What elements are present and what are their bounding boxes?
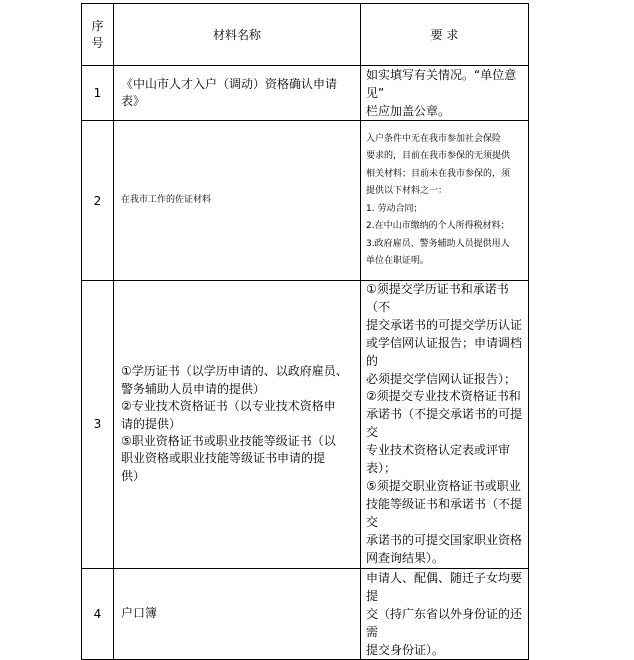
text-line: 承诺书的可提交国家职业资格: [366, 532, 523, 547]
materials-table: [81, 3, 529, 660]
text-line: 专业技术资格认定表或评审表）；: [366, 443, 511, 476]
header-requirement: 要 求: [361, 4, 529, 66]
text-line: 相关材料；目前未在我市参保的，须: [366, 168, 511, 179]
text-line: 表》: [121, 94, 146, 108]
material-name: [114, 281, 361, 569]
text-line: 3.政府雇员、警务辅助人员提供用人: [366, 238, 510, 249]
text-line: 申请人、配偶、随迁子女均要提: [366, 570, 523, 603]
text-line: 栏应加盖公章。: [366, 104, 451, 118]
text-line: 职业资格或职业技能等级证书申请的提: [121, 451, 326, 466]
text-line: ①学历证书（以学历申请的、以政府雇员、: [121, 364, 348, 379]
table-row: [82, 121, 529, 281]
text-line: 技能等级证书和承诺书（不提交: [366, 496, 523, 529]
text-line: 1. 劳动合同；: [366, 203, 423, 214]
table-row: [82, 281, 529, 569]
table-header-row: [82, 4, 529, 66]
header-no-line2: 号: [91, 35, 104, 50]
text-line: 承诺书（不提交承诺书的可提交: [366, 407, 523, 440]
text-line: 必须提交学信网认证报告）；: [366, 371, 517, 386]
text-line: ②须提交专业技术资格证书和: [366, 389, 521, 404]
text-line: ①须提交学历证书和承诺书（不: [366, 282, 509, 314]
text-line: 户口簿: [121, 606, 158, 620]
text-line: 要求的，目前在我市参保的无须提供: [366, 151, 511, 161]
text-line: 供）: [121, 468, 146, 483]
material-requirement: [361, 66, 529, 121]
text-line: 入户条件中无在我市参加社会保险: [366, 133, 502, 144]
text-line: 警务辅助人员申请的提供）: [121, 381, 266, 396]
text-line: 在我市工作的佐证材料: [121, 194, 212, 205]
text-line: 提供以下材料之一：: [366, 186, 448, 196]
material-name: [114, 121, 361, 281]
row-number: 1: [82, 66, 114, 121]
text-line: 单位在职证明。: [366, 256, 430, 266]
text-line: 网查询结果）。: [366, 550, 445, 565]
text-line: ⑤须提交职业资格证书或职业: [366, 478, 521, 493]
row-number: 3: [82, 281, 114, 569]
text-line: 《中山市人才入户（调动）资格确认申请: [121, 77, 338, 91]
header-no: [82, 4, 114, 66]
table-row: [82, 568, 529, 659]
text-line: 提交身份证）。: [366, 642, 445, 657]
header-no-line1: 序: [91, 18, 104, 33]
material-name: [114, 66, 361, 121]
text-line: 交（持广东省以外身份证的还需: [366, 606, 523, 639]
text-line: ②专业技术资格证书（以专业技术资格申: [121, 399, 336, 414]
header-name: 材料名称: [114, 4, 361, 66]
material-requirement: [361, 281, 529, 569]
text-line: 2.在中山市缴纳的个人所得税材料；: [366, 221, 510, 231]
text-line: ⑤职业资格证书或职业技能等级证书（以: [121, 433, 336, 448]
material-requirement: [361, 121, 529, 281]
text-line: 如实填写有关情况。“单位意见”: [366, 68, 517, 100]
text-line: 提交承诺书的可提交学历认证: [366, 317, 523, 332]
material-name: [114, 568, 361, 659]
text-line: 请的提供）: [121, 416, 182, 431]
row-number: 4: [82, 568, 114, 659]
table-row: [82, 66, 529, 121]
text-line: 或学信网认证报告；申请调档的: [366, 335, 523, 368]
row-number: 2: [82, 121, 114, 281]
material-requirement: [361, 568, 529, 659]
